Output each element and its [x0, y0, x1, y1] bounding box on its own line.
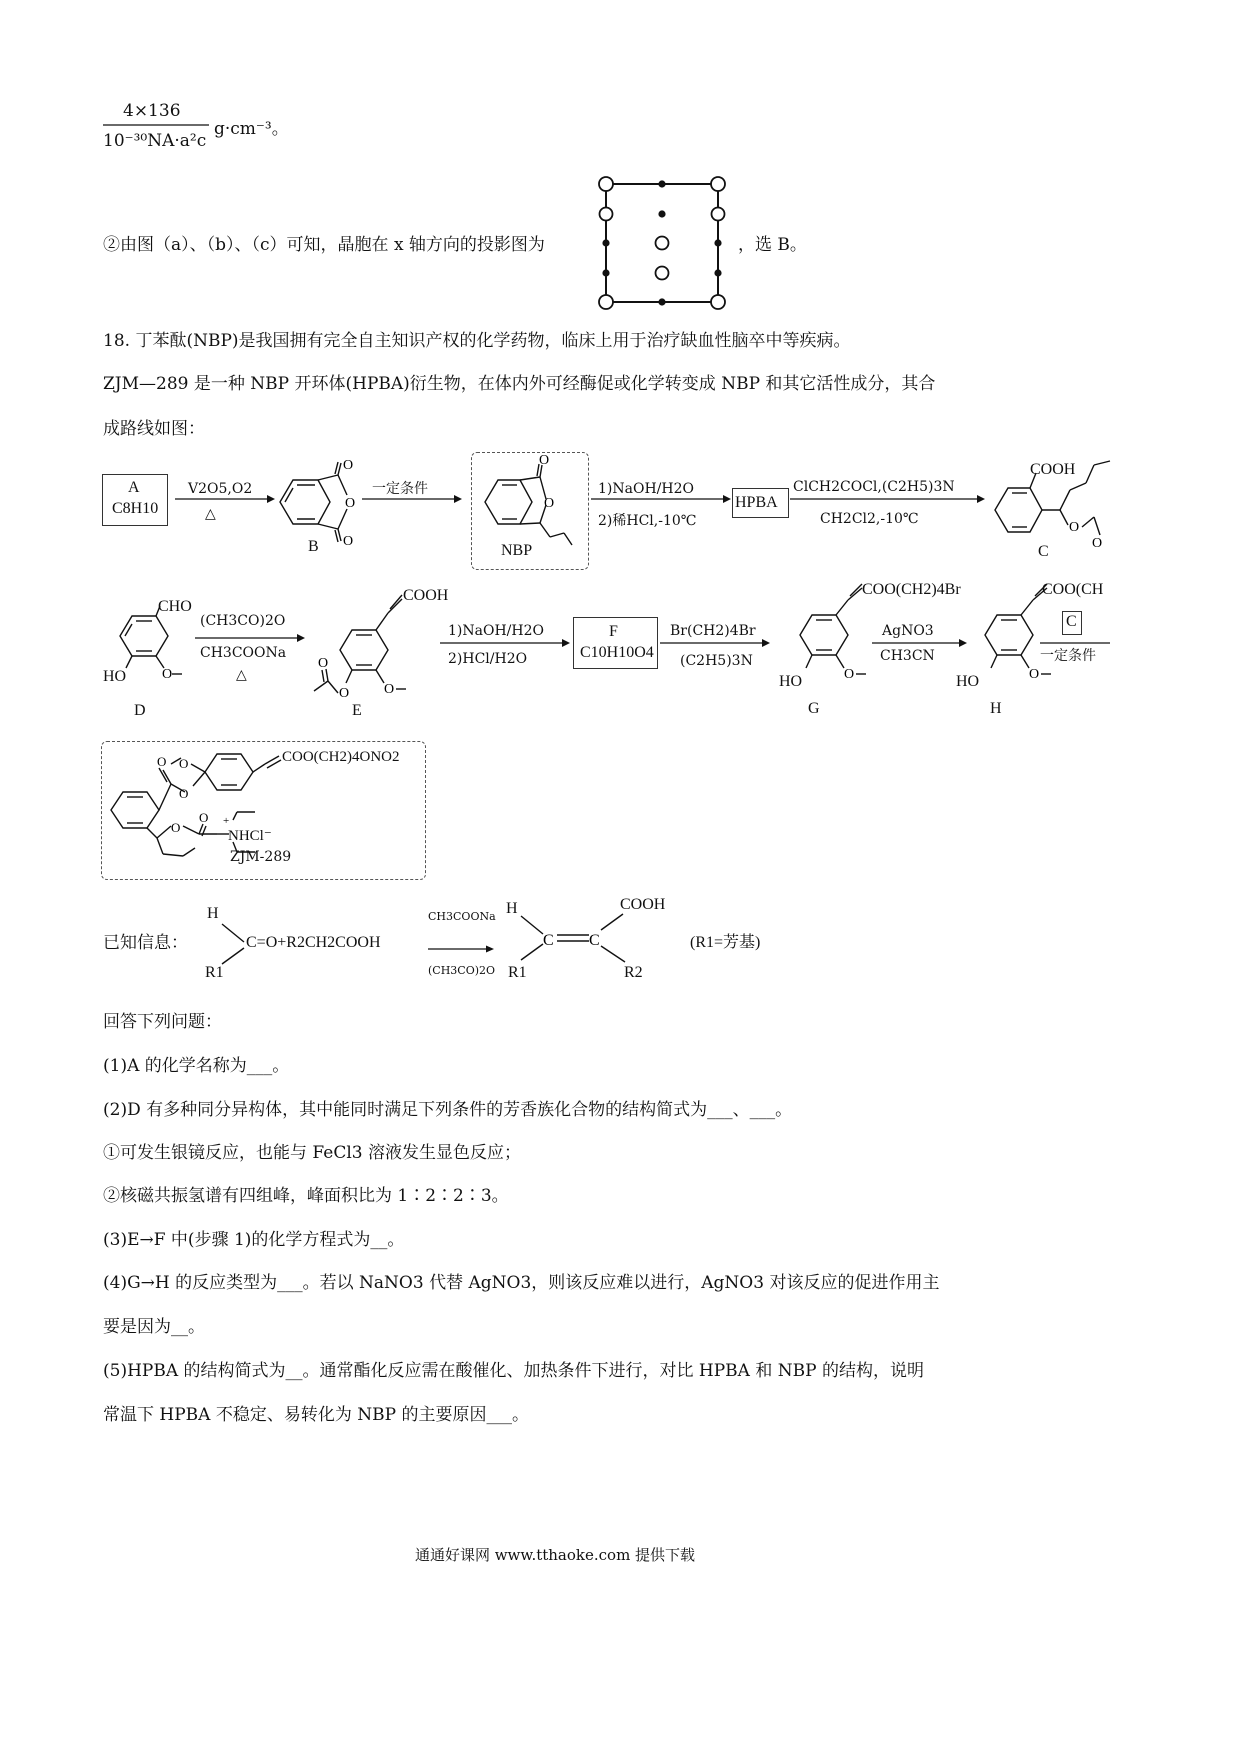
fraction-bar [103, 124, 209, 127]
svg-text:+: + [223, 815, 230, 827]
svg-text:O: O [539, 453, 550, 468]
svg-text:O: O [345, 496, 356, 511]
question-1: (1)A 的化学名称为___。 [103, 1056, 290, 1076]
label-C: C [1038, 543, 1049, 560]
arrow3-reagent1: 1)NaOH/H2O [598, 481, 694, 497]
question-4-line2: 要是因为__。 [103, 1317, 205, 1337]
arrow-HPBA-C [790, 494, 985, 504]
svg-text:O: O [157, 754, 167, 769]
r2-arrow1-heat: △ [236, 667, 247, 683]
r2-arrow1-catalyst: CH3COONa [200, 645, 287, 661]
label-H: H [990, 700, 1002, 717]
svg-text:O: O [179, 756, 189, 771]
question-4-line1: (4)G→H 的反应类型为___。若以 NaNO3 代替 AgNO3，则该反应难以进行，AgNO3 对该反应的促进作用主 [103, 1273, 940, 1293]
r2-arrow2-reagent1: 1)NaOH/H2O [448, 623, 544, 639]
known-cond-top: CH3COONa [428, 910, 496, 923]
svg-text:O: O [384, 682, 395, 697]
G-substituent: COO(CH2)4Br [862, 581, 961, 598]
C-cooh: COOH [1030, 461, 1076, 478]
formula-unit: g·cm⁻³。 [214, 119, 289, 139]
label-NBP: NBP [501, 542, 533, 559]
label-D: D [134, 702, 146, 719]
structure-B [275, 455, 365, 549]
svg-text:O: O [544, 496, 555, 511]
known-product-bonds [515, 912, 645, 967]
part2-text: ②由图（a）、（b）、（c）可知，晶胞在 x 轴方向的投影图为 [103, 235, 545, 255]
D-ho: HO [103, 668, 127, 685]
arrow5-C: C [1066, 613, 1077, 630]
projection-figure [598, 176, 728, 311]
E-cooh: COOH [403, 587, 449, 604]
svg-text:O: O [162, 667, 173, 682]
known-cond-bottom: (CH3CO)2O [428, 964, 496, 977]
svg-text:O: O [1092, 536, 1103, 551]
compound-F-name: F [609, 623, 618, 640]
H-substituent: COO(CH [1042, 581, 1104, 598]
svg-text:O: O [343, 534, 354, 549]
question-3: (3)E→F 中(步骤 1)的化学方程式为__。 [103, 1230, 405, 1250]
r2-arrow3-reagent: Br(CH2)4Br [670, 623, 756, 639]
compound-F-formula: C10H10O4 [580, 644, 654, 661]
svg-text:O: O [1069, 520, 1080, 535]
known-R2: R2 [624, 964, 643, 981]
label-G: G [808, 700, 820, 717]
label-E: E [352, 702, 362, 719]
known-lhs: C=O+R2CH2COOH [246, 934, 381, 951]
r2-arrow2-reagent2: 2)HCl/H2O [448, 651, 528, 667]
svg-text:O: O [171, 820, 181, 835]
zjm-amine: NHCl⁻ [228, 828, 272, 844]
q18-line1: 18. 丁苯酞(NBP)是我国拥有完全自主知识产权的化学药物，临床上用于治疗缺血性脑卒中等疾病。 [103, 331, 851, 351]
part2-suffix: ，选 B。 [738, 235, 807, 255]
zjm-substituent: COO(CH2)4ONO2 [282, 749, 400, 765]
svg-text:O: O [179, 786, 189, 801]
arrow-A-B [175, 494, 275, 504]
known-note: (R1=芳基) [690, 934, 761, 951]
arrow-E-F [440, 638, 570, 648]
question-2: (2)D 有多种同分异构体，其中能同时满足下列条件的芳香族化合物的结构简式为___、___。 [103, 1100, 793, 1120]
arrow3-reagent2: 2)稀HCl,-10℃ [598, 513, 697, 529]
svg-text:C: C [543, 932, 554, 949]
svg-text:O: O [339, 686, 350, 701]
compound-A-name: A [128, 479, 140, 496]
arrow2-condition: 一定条件 [372, 481, 428, 497]
zjm-label: ZJM-289 [230, 849, 292, 865]
question-5-line2: 常温下 HPBA 不稳定、易转化为 NBP 的主要原因___。 [103, 1405, 529, 1425]
arrow1-reagent: V2O5,O2 [188, 481, 253, 497]
D-cho: CHO [158, 598, 192, 615]
G-ho: HO [779, 673, 803, 690]
arrow1-heat: △ [205, 506, 216, 522]
known-cooh: COOH [620, 896, 666, 913]
svg-text:O: O [1029, 667, 1040, 682]
HPBA-label: HPBA [735, 494, 778, 511]
question-2-condition-1: ①可发生银镜反应，也能与 FeCl3 溶液发生显色反应； [103, 1143, 521, 1163]
q18-line2: ZJM—289 是一种 NBP 开环体(HPBA)衍生物，在体内外可经酶促或化学转变成 NBP 和其它活性成分，其合 [103, 374, 936, 394]
known-R1: R1 [205, 964, 224, 981]
arrow-NBP-HPBA [591, 494, 731, 504]
known-arrow [428, 944, 494, 954]
svg-text:O: O [343, 458, 354, 473]
question-2-condition-2: ②核磁共振氢谱有四组峰，峰面积比为 1∶2∶2∶3。 [103, 1186, 509, 1206]
arrow5-condition: 一定条件 [1040, 648, 1096, 664]
known-H1: H [207, 905, 219, 922]
formula-numerator: 4×136 [123, 101, 181, 121]
svg-text:C: C [589, 932, 600, 949]
r2-arrow3-base: (C2H5)3N [680, 653, 753, 669]
svg-text:O: O [199, 810, 209, 825]
compound-A-formula: C8H10 [112, 500, 159, 517]
arrow-B-NBP [362, 494, 462, 504]
known-R1b: R1 [508, 964, 527, 981]
arrow4-reagent: ClCH2COCl,(C2H5)3N [793, 479, 955, 495]
arrow4-solvent: CH2Cl2,-10℃ [820, 511, 919, 527]
formula-denominator: 10⁻³⁰NA·a²c [103, 131, 207, 151]
known-prefix: 已知信息： [103, 933, 188, 953]
q18-line3: 成路线如图： [103, 419, 205, 439]
svg-text:O: O [318, 656, 329, 671]
r2-arrow4-solvent: CH3CN [880, 648, 935, 664]
questions-heading: 回答下列问题： [103, 1012, 222, 1032]
label-B: B [308, 538, 319, 555]
r2-arrow1-reagent: (CH3CO)2O [200, 613, 286, 629]
svg-text:O: O [844, 667, 855, 682]
question-5-line1: (5)HPBA 的结构简式为__。通常酯化反应需在酸催化、加热条件下进行，对比 HPBA 和 NBP 的结构，说明 [103, 1361, 924, 1381]
structure-NBP [480, 455, 580, 545]
footer-source: 通通好课网 www.tthaoke.com 提供下载 [414, 1546, 696, 1564]
arrow-F-G [660, 638, 770, 648]
r2-arrow4-reagent: AgNO3 [882, 623, 934, 639]
H-ho: HO [956, 673, 980, 690]
known-H2: H [506, 900, 518, 917]
